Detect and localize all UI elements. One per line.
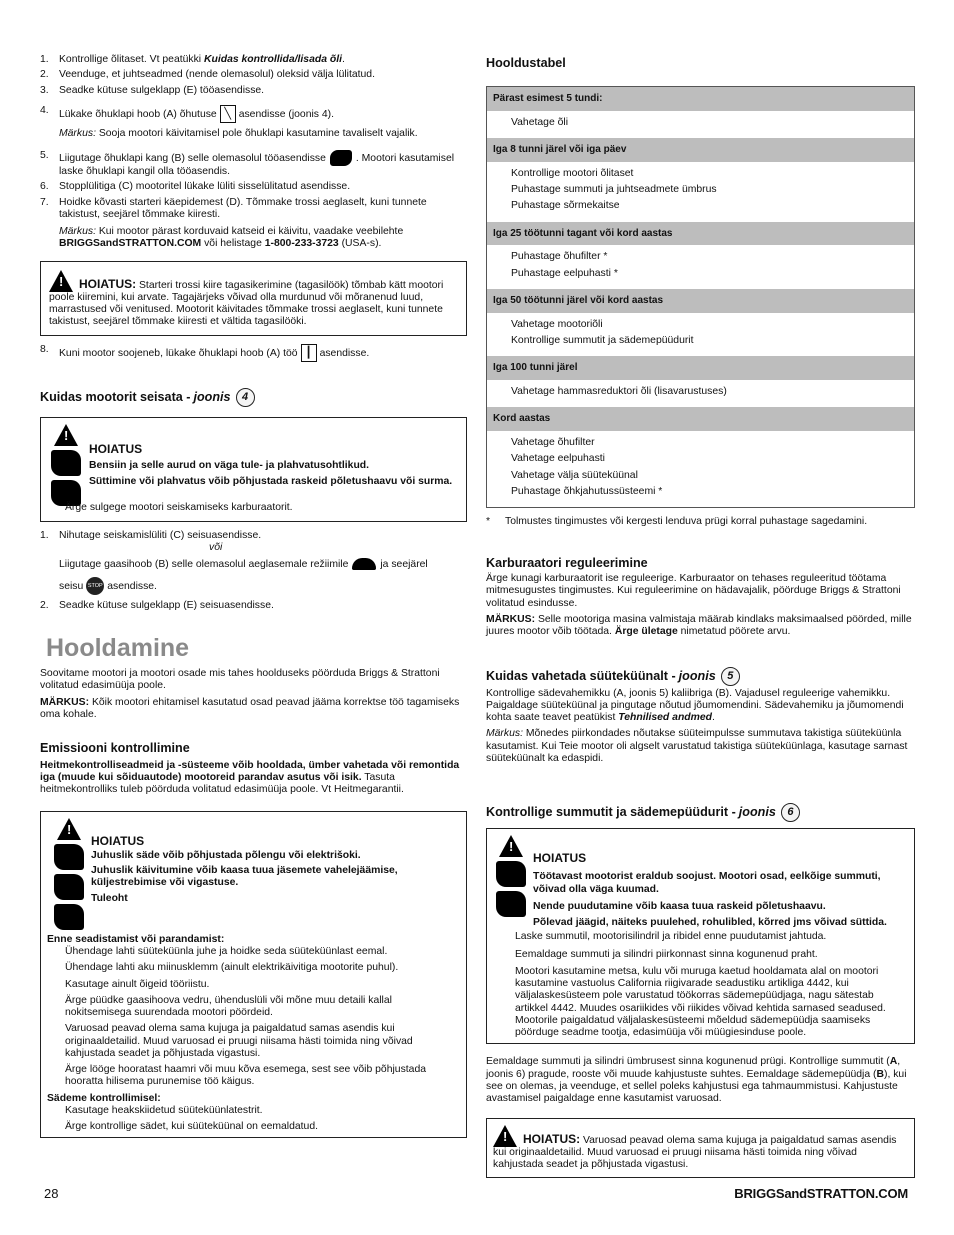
run-position-icon: ┃ [301, 344, 317, 362]
warning-box-hot: ! HOIATUS Töötavast mootorist eraldub soojust. Mootori osad, eelkõige summuti, võivad olla väga kuumad. Nende puudutamine võib kaasa tuua raskeid põletushaavu. Põlevad jäägid, näiteks puulehed, rohulibled, kõrred jms võivad süttida. Laske summutil, mootorisilindril ja ribidel enne puudutamist jahtuda. Eemaldage summuti ja silindri piirkonnast sinna kogunenud praht. Mootori kasutamine metsa, kulu või muruga kaetud hooldamata alal on mootori kasutamine vastuolus California riigivarade seadustiku artikliga 4442, kui väljalaskesüsteem pole varustatud töökorras sädemepüüdjaga, nagu sätestab artikkel 4442. Muudes osariikides või riikides võivad kehtida sarnased seadused. Mootorile paigaldatud väljalaskesüsteemi mõeldud sädemepüüdja saamiseks pöörduge seadme tootja, edasimüüja või müügiesinduse poole. [486, 828, 915, 1044]
stop-icon: STOP [86, 577, 104, 595]
warning-box-parts: !HOIATUS: Varuosad peavad olema sama kujuga ja paigaldatud samas asendis kui originaaldetailid. Muud varuosad ei pruugi niisama hästi toimida ning võivad kahjustada seadet ja põhjustada vigastusi. [486, 1118, 915, 1179]
warning-box-recoil: !HOIATUS: Starteri trossi kiire tagasikerimine (tagasilöök) tõmbab kätt mootori poole kiiremini, kui arvate. Tagajärjeks võivad olla murdunud või mõranenud luud, marrastused või venitused. Mootorit käivitades tõmmake trossi aeglaselt, kuni tunnete takistust, seejärel tõmmake kiiresti et vältida tagasilööki. [40, 261, 467, 336]
page-number: 28 [44, 1186, 59, 1201]
list-item: 2. Seadke kütuse sulgeklapp (E) seisuasendisse. [40, 600, 274, 612]
stop-steps [40, 530, 467, 613]
warning-box-spark: ! HOIATUS Juhuslik säde võib põhjustada põlengu või elektrišoki. Juhuslik käivitumine võib kaasa tuua jäsemete vahelejäämise, küljestrebimise või vigastuse. Tuleoht Enne seadistamist või parandamist: Ühendage lahti süüteküünla juhe ja hoidke seda süüteküünlast eemal. Ühendage lahti aku miinusklemm (ainult elektrikäivitiga mootorite puhul). Kasutage ainult õigeid tööriistu. Ärge püüdke gaasihoova vedru, ühenduslüli või mõne muu detaili kallal nokitsemisega suurendada mootori pöördeid. Varuosad peavad olema sama kujuga ja paigaldatud samas asendis kui originaaldetailid. Muud varuosad ei pruugi niisama hästi toimida ning võivad kahjustada seadet ja põhjustada vigastusi. Ärge lööge hooratast haamri või muu kõva esemega, sest see võib põhjustada hooratta hilisema purunemise töö käigus. Sädeme kontrollimisel: Kasutage heakskiidetud süüteküünlatestrit. Ärge kontrollige sädet, kui süüteküünal on eemaldatud. [40, 811, 467, 1139]
choke-icon: ╲ [220, 105, 236, 123]
right-column: Hooldustabel Pärast esimest 5 tundi: Vahetage õli Iga 8 tunni järel või iga päev Kontrollige mootori õlitaset Puhastage summuti ja juhtseadmete ümbrus Puhastage sõrmekaitse Iga 25 töötunni tagant või kord aastas Puhastage õhufilter * Puhastage eelpuhasti * Iga 50 töötunni järel või kord aastas Vahetage mootoriõli Kontrollige summutit ja sädemepüüdurit Iga 100 tunni järel Vahetage hammasreduktori õli (lisavarustuses) Kord aastas Vahetage õhufilter Vahetage eelpuhasti Vahetage välja süüteküünal Puhastage õhkjahutussüsteemi * * Tolmustes tingimustes või kergesti lenduva prügi korral puhastage sagedamini. Karburaatori reguleerimine Ärge kunagi karburaatorit ise reguleerige. Karburaator on tehases reguleeritud töötama mitmesugustes tingimustes. Kui reguleerimine on hädavajalik, pöörduge Briggs & Strattoni volitatud esindusse. MÄRKUS: Selle mootoriga masina valmistaja määrab kindlaks maksimaalsed pöörded, mille juures mootor võib töötada. Ärge ületage nimetatud pöörete arvu. Kuidas vahetada süüteküünalt - joonis 5 Kontrollige sädevahemikku (A, joonis 5) kaliibriga (B). Vajadusel reguleerige vahemikku. Paigaldage süüteküünal ja pingutage nõutud jõumomendini. Sädevahemiku ja jõumomendi kohta saate teavet peatükist Tehnilised andmed. Märkus: Mõnedes piirkondades nõutakse süüteimpulsse summutava takistiga süüteküünla kasutamist. Kui Teie mootor oli algselt varustatud takistiga süüteküünlaga, kasutage sarnast süüteküünalt ka edaspidi. Kontrollige summutit ja sädemepüüdurit - joonis 6 ! HOIATUS Töötavast mootorist eraldub soojust. Mootori osad, eelkõige summuti, võivad olla väga kuumad. Nende puudutamine võib kaasa tuua raskeid põletushaavu. Põlevad jäägid, näiteks puulehed, rohulibled, kõrred jms võivad süttida. Laske summutil, mootorisilindril ja ribidel enne puudutamist jahtuda. Eemaldage summuti ja silindri piirkonnast sinna kogunenud praht. Mootori kasutamine metsa, kulu või muruga kaetud hooldamata alal on mootori kasutamine vastuolus California riigivarade seadustiku artikliga 4442, kui väljalaskesüsteem pole varustatud töökorras sädemepüüdjaga, nagu sätestab artikkel 4442. Muudes osariikides või riikides võivad kehtida sarnased seadused. Mootorile paigaldatud väljalaskesüsteemi mõeldud sädemepüüdja saamiseks pöörduge seadme tootja, edasimüüja või müügiesinduse poole. Eemaldage summuti ja silindri ümbrusest sinna kogunenud prügi. Kontrollige summutit (A, joonis 6) pragude, rooste või muude kahjustuste suhtes. Eemaldage sädemepüüdja (B), kui see on olemas, ja veenduge, et sellel poleks kahjustusi ega tahmaummistusi. Kahjustuste avastamisel paigaldage enne kasutamist varuosad. !HOIATUS: Varuosad peavad olema sama kujuga ja paigaldatud samas asendis kui originaaldetailid. Muud varuosad ei pruugi niisama hästi toimida ning võivad kahjustada seadet ja põhjustada vigastusi. [486, 54, 915, 1186]
fire-icon [54, 904, 84, 930]
warning-box-fuel: ! HOIATUS Bensiin ja selle aurud on väga tule- ja plahvatusohtlikud. Süttimine või plahvatus võib põhjustada raskeid põletushaavu või surma. Ärge sulgege mootori seiskamiseks karburaatorit. [40, 417, 467, 522]
schedule-group-header: Kord aastas [487, 407, 914, 431]
fire-icon [51, 450, 81, 476]
list-item: 1. Kontrollige õlitaset. Vt peatükki Kuidas kontrollida/lisada õli. [40, 54, 345, 65]
list-item: 5. Liigutage õhuklapi kang (B) selle olemasolul tööasendisse . Mootori kasutamisel laske õhuklapi kangil olla tööasendis. [40, 150, 455, 178]
electric-shock-icon [54, 844, 84, 870]
spark-plug-heading: Kuidas vahetada süüteküünalt - joonis 5 [486, 667, 915, 686]
before-items: Ühendage lahti süüteküünla juhe ja hoidke seda süüteküünlast eemal. Ühendage lahti aku miinusklemm (ainult elektrikäivitiga mootorite puhul). Kasutage ainult õigeid tööriistu. Ärge püüdke gaasihoova vedru, ühenduslüli või mõne muu detaili kallal nokitsemisega suurendada mootori pöördeid. Varuosad peavad olema sama kujuga ja paigaldatud samas asendis kui originaaldetailid. Muud varuosad ei pruugi niisama hästi toimida ning võivad kahjustada seadet ja põhjustada vigastusi. Ärge lööge hooratast haamri või muu kõva esemega, sest see võib põhjustada hooratta hilisema purunemise töö käigus. [65, 945, 426, 1088]
list-item: 7. Hoidke kõvasti starteri käepidemest (D). Tõmmake trossi aeglaselt, kuni tunnete takistust, seejärel tõmmake kiiresti. Märkus: Kui mootor pärast korduvaid katseid ei käivitu, vaadake veebilehte BRIGGSandSTRATTON.COM või helistage 1-800-233-3723 (USA-s). [40, 196, 427, 250]
list-item: 1. Nihutage seiskamislüliti (C) seisuasendisse. või Liigutage gaasihoob (B) selle olemasolul aeglasemale režiimile ja seejärel seisu STOP asendisse. [40, 530, 467, 596]
spark-items: Kasutage heakskiidetud süüteküünlatestrit. Ärge kontrollige sädet, kui süüteküünal on eemaldatud. [65, 1104, 319, 1133]
muffler-text: Eemaldage summuti ja silindri ümbrusest sinna kogunenud prügi. Kontrollige summutit (A, joonis 6) pragude, rooste või muude kahjustuste suhtes. Eemaldage sädemepüüdja (B), kui see on olemas, ja veenduge, et sellel poleks kahjustusi ega tahmaummistusi. Kahjustuste avastamisel paigaldage enne kasutamist varuosad. [486, 1056, 907, 1105]
section-title-maintenance: Hooldamine [46, 634, 190, 663]
step-8 [40, 344, 467, 362]
schedule-group-header: Iga 100 tunni järel [487, 356, 914, 380]
warning-triangle-icon [499, 835, 523, 857]
schedule-group-header: Pärast esimest 5 tundi: [487, 87, 914, 111]
warning-triangle-icon [493, 1125, 517, 1147]
list-item: 2. Veenduge, et juhtseadmed (nende olemasolul) oleksid välja lülitatud. [40, 69, 375, 81]
schedule-group-header: Iga 25 töötunni tagant või kord aastas [487, 222, 914, 246]
warning-triangle-icon [49, 270, 73, 292]
left-column: 1. Kontrollige õlitaset. Vt peatükki Kuidas kontrollida/lisada õli. 2. Veenduge, et juhtseadmed (nende olemasolul) oleksid välja lülitatud. 3. Seadke kütuse sulgeklapp (E) tööasendisse. 4. Lükake õhuklapi hoob (A) õhutuse ╲ asendisse (joonis 4). Märkus: Sooja mootori käivitamisel pole õhuklapi kasutamine tavaliselt vajalik. 5. Liigutage õhuklapi kang (B) selle olemasolul tööasendisse . Mootori kasutamisel laske õhuklapi kangil olla tööasendis. 6. Stopplülitiga (C) mootoritel lükake lüliti sisselülitatud asendisse. 7. Hoidke kõvasti starteri käepidemest (D). Tõmmake trossi aeglaselt, kuni tunnete takistust, seejärel tõmmake kiiresti. Märkus: Kui mootor pärast korduvaid katseid ei käivitu, vaadake veebilehte BRIGGSandSTRATTON.COM või helistage 1-800-233-3723 (USA-s). !HOIATUS: Starteri trossi kiire tagasikerimine (tagasilöök) tõmbab kätt mootori poole kiiremini, kui arvate. Tagajärjeks võivad olla murdunud või mõranenud luud, marrastused või venitused. Mootorit käivitades tõmmake trossi aeglaselt, kuni tunnete takistust, seejärel tõmmake kiiresti et vältida tagasilööki. 8. Kuni mootor soojeneb, lükake õhuklapi hoob (A) töö ┃ asendisse. Kuidas mootorit seisata - joonis 4 ! HOIATUS Bensiin ja selle aurud on väga tule- ja plahvatusohtlikud. Süttimine või plahvatus võib põhjustada raskeid põletushaavu või surma. Ärge sulgege mootori seiskamiseks karburaatorit. 1. Nihutage seiskamislüliti (C) seisuasendisse. või Liigutage gaasihoob (B) selle olemasolul aeglasemale režiimile ja seejärel seisu STOP asendisse. 2. Seadke kütuse sulgeklapp (E) seisuasendisse. Hooldamine Soovitame mootori ja mootori osade mis tahes hoolduseks pöörduda Briggs & Strattoni volitatud edasimüüja poole. MÄRKUS: Kõik mootori ehitamisel kasutatud osad peavad jääma korrektse töö tagamiseks oma kohale. Emissiooni kontrollimine Heitmekontrolliseadmeid ja -süsteeme võib hooldada, ümber vahetada või remontida iga (muude kui sõiduautode) mootoreid parandav asutus või isik. Tasuta heitmekontrolliks tuleb pöörduda volitatud edasimüüja poole. Vt Heitmegarantii. ! HOIATUS Juhuslik säde võib põhjustada põlengu või elektrišoki. Juhuslik käivitumine võib kaasa tuua jäsemete vahelejäämise, küljestrebimise või vigastuse. Tuleoht Enne seadistamist või parandamist: Ühendage lahti süüteküünla juhe ja hoidke seda süüteküünlast eemal. Ühendage lahti aku miinusklemm (ainult elektrikäivitiga mootorite puhul). Kasutage ainult õigeid tööriistu. Ärge püüdke gaasihoova vedru, ühenduslüli või mõne muu detaili kallal nokitsemisega suurendada mootori pöördeid. Varuosad peavad olema sama kujuga ja paigaldatud samas asendis kui originaaldetailid. Muud varuosad ei pruugi niisama hästi toimida ning võivad kahjustada seadet ja põhjustada vigastusi. Ärge lööge hooratast haamri või muu kõva esemega, sest see võib põhjustada hooratta hilisema purunemise töö käigus. Sädeme kontrollimisel: Kasutage heakskiidetud süüteküünlatestrit. Ärge kontrollige sädet, kui süüteküünal on eemaldatud. [40, 54, 467, 1146]
list-item: 8. Kuni mootor soojeneb, lükake õhuklapi hoob (A) töö ┃ asendisse. [40, 344, 467, 362]
muffler-heading: Kontrollige summutit ja sädemepüüdurit - joonis 6 [486, 803, 915, 822]
schedule-group-header: Iga 8 tunni järel või iga päev [487, 138, 914, 162]
brand-url: BRIGGSandSTRATTON.COM [734, 1186, 908, 1201]
maintenance-schedule-table: Pärast esimest 5 tundi: Vahetage õli Iga 8 tunni järel või iga päev Kontrollige mootori õlitaset Puhastage summuti ja juhtseadmete ümbrus Puhastage sõrmekaitse Iga 25 töötunni tagant või kord aastas Puhastage õhufilter * Puhastage eelpuhasti * Iga 50 töötunni järel või kord aastas Vahetage mootoriõli Kontrollige summutit ja sädemepüüdurit Iga 100 tunni järel Vahetage hammasreduktori õli (lisavarustuses) Kord aastas Vahetage õhufilter Vahetage eelpuhasti Vahetage välja süüteküünal Puhastage õhkjahutussüsteemi * [486, 86, 915, 508]
warning-triangle-icon [54, 424, 78, 446]
list-item: 6. Stopplülitiga (C) mootoritel lükake lüliti sisselülitatud asendisse. [40, 181, 351, 193]
stop-engine-heading: Kuidas mootorit seisata - joonis 4 [40, 388, 467, 407]
carburetor-heading: Karburaatori reguleerimine [486, 556, 648, 571]
warning-triangle-icon [57, 818, 81, 840]
hot-surface-icon [496, 861, 526, 887]
rabbit-icon [330, 150, 352, 166]
entanglement-icon [54, 874, 84, 900]
fire-icon [496, 891, 526, 917]
turtle-icon [352, 558, 376, 570]
start-steps [40, 54, 467, 251]
schedule-group-header: Iga 50 töötunni järel või kord aastas [487, 289, 914, 313]
schedule-footnote: * Tolmustes tingimustes või kergesti lenduva prügi korral puhastage sagedamini. [486, 516, 868, 528]
schedule-heading: Hooldustabel [486, 56, 566, 70]
emission-heading: Emissiooni kontrollimine [40, 741, 190, 756]
hot-items: Laske summutil, mootorisilindril ja ribidel enne puudutamist jahtuda. Eemaldage summuti ja silindri piirkonnast sinna kogunenud praht. Mootori kasutamine metsa, kulu või muruga kaetud hooldamata alal on mootori kasutamine vastuolus California riigivarade seadustiku artikliga 4442, kui väljalaskesüsteem pole varustatud töökorras sädemepüüdjaga, nagu sätestab artikkel 4442. Muudes osariikides või riikides võivad kehtida sarnased seadused. Mootorile paigaldatud väljalaskesüsteemi mõeldud sädemepüüdja saamiseks pöörduge seadme tootja, edasimüüja või müügiesinduse poole. [515, 931, 886, 1039]
list-item: 4. Lükake õhuklapi hoob (A) õhutuse ╲ asendisse (joonis 4). Märkus: Sooja mootori käivitamisel pole õhuklapi kasutamine tavaliselt vajalik. [40, 104, 418, 139]
list-item: 3. Seadke kütuse sulgeklapp (E) tööasendisse. [40, 84, 265, 96]
